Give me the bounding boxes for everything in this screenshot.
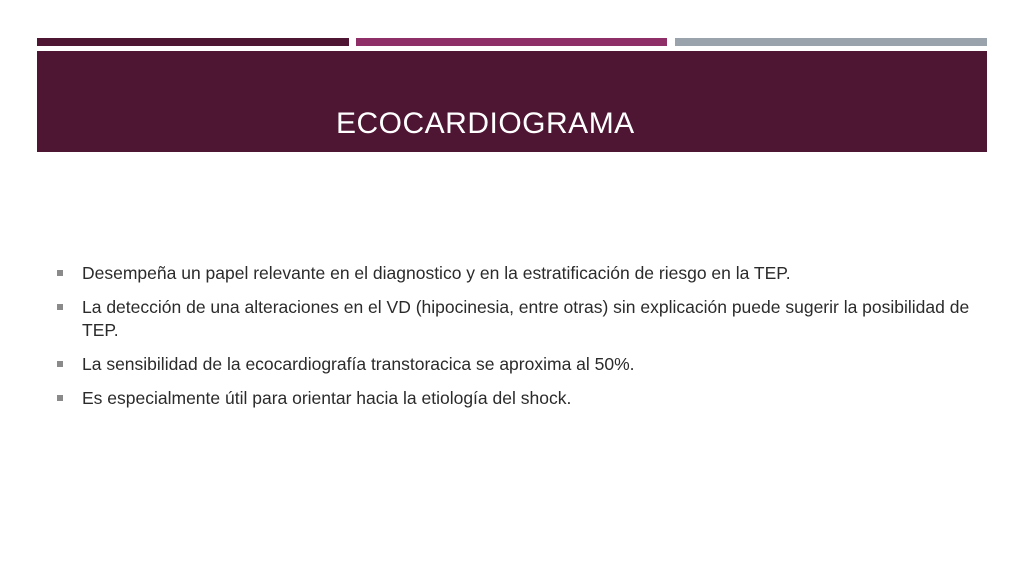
square-bullet-icon xyxy=(57,304,63,310)
slide-title: ECOCARDIOGRAMA xyxy=(336,107,635,140)
bullet-item xyxy=(55,387,975,410)
accent-bar-magenta xyxy=(356,38,667,46)
accent-bar-dark xyxy=(37,38,349,46)
bullet-text: La detección de una alteraciones en el VD (hipocinesia, entre otras) sin explicación puede sugerir la posibilidad de TEP. xyxy=(82,297,970,340)
accent-bar-gray xyxy=(675,38,987,46)
square-bullet-icon xyxy=(57,270,63,276)
bullet-item xyxy=(55,262,975,285)
bullet-text: Desempeña un papel relevante en el diagnostico y en la estratificación de riesgo en la TEP. xyxy=(82,263,791,283)
bullet-item xyxy=(55,353,975,376)
square-bullet-icon xyxy=(57,361,63,367)
bullet-text: Es especialmente útil para orientar hacia la etiología del shock. xyxy=(82,388,572,408)
bullet-text: La sensibilidad de la ecocardiografía transtoracica se aproxima al 50%. xyxy=(82,354,635,374)
square-bullet-icon xyxy=(57,395,63,401)
bullet-item xyxy=(55,296,975,342)
bullet-list xyxy=(55,262,975,421)
